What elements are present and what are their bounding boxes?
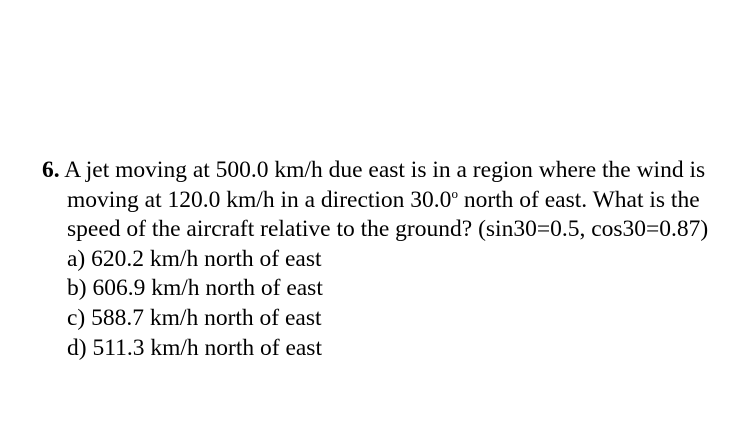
question-line-2 (42, 186, 750, 216)
question-text-line-2b: north of east. What is the (457, 186, 700, 213)
option-c: c) 588.7 km/h north of east (67, 304, 322, 331)
question-line-1 (42, 156, 750, 186)
degree-mark: o (451, 185, 458, 201)
question-text-line-1: A jet moving at 500.0 km/h due east is in a region where the wind is (64, 157, 706, 183)
option-b: b) 606.9 km/h north of east (67, 275, 323, 302)
question-text-line-2a: moving at 120.0 km/h in a direction 30.0 (67, 186, 452, 213)
question-number: 6. (42, 157, 60, 183)
question-block (42, 156, 750, 363)
option-a: a) 620.2 km/h north of east (67, 245, 322, 272)
question-line-3 (42, 215, 750, 245)
option-d: d) 511.3 km/h north of east (67, 334, 322, 361)
question-text-line-3: speed of the aircraft relative to the ground? (sin30=0.5, cos30=0.87) (67, 216, 709, 243)
